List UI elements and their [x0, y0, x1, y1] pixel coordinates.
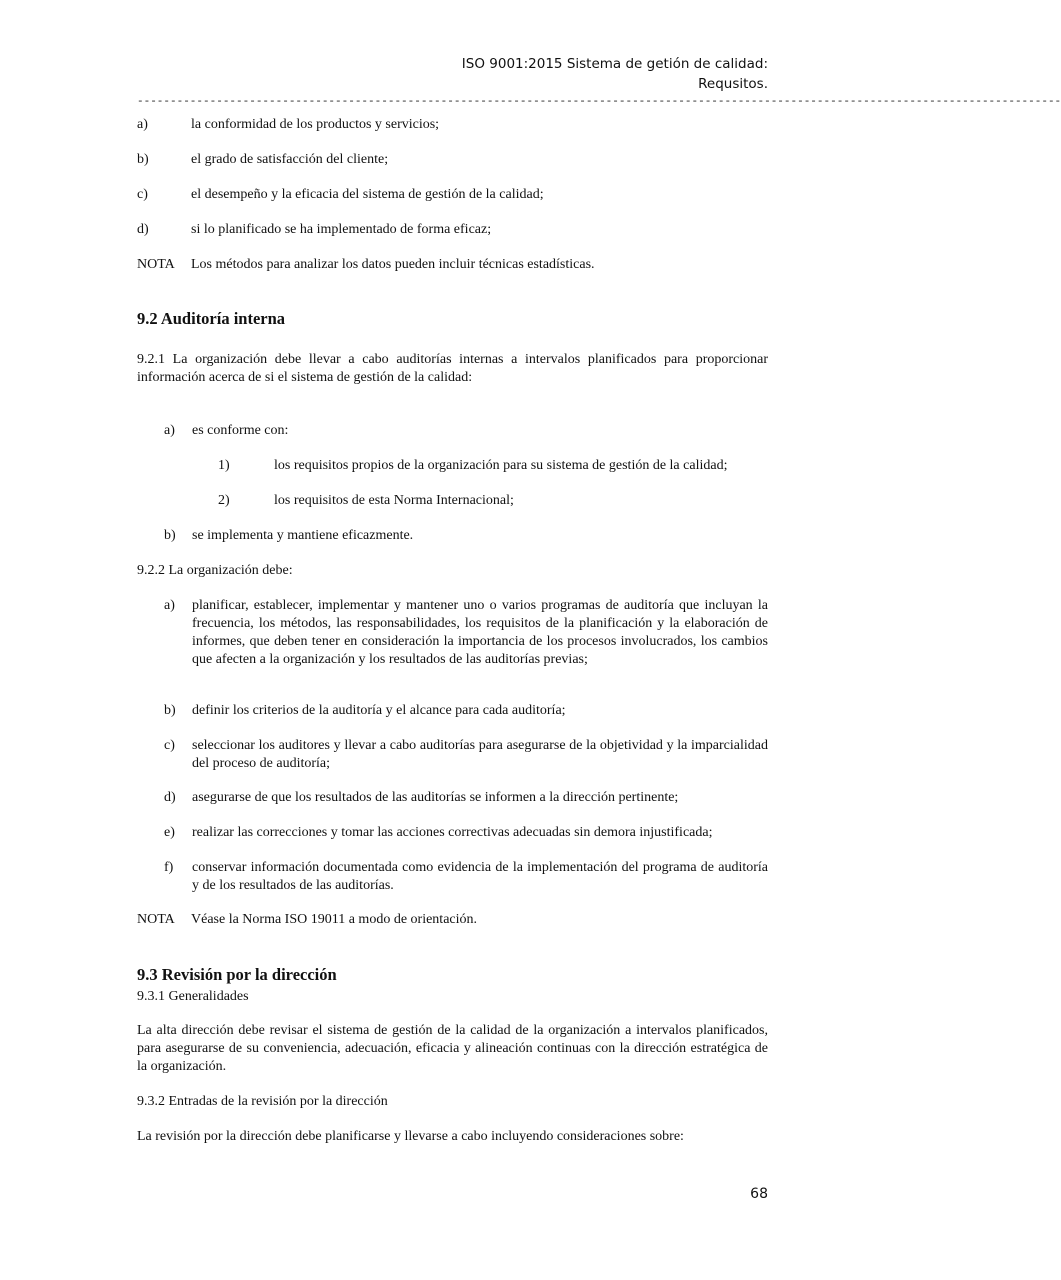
list-item-text: la conformidad de los productos y servicios;	[191, 117, 440, 132]
list-item-label: d)	[164, 790, 176, 805]
subheading-9-3-2: 9.3.2 Entradas de la revisión por la dirección	[137, 1094, 388, 1109]
running-header-subtitle: Requsitos.	[698, 76, 768, 92]
sublist-item-text: los requisitos de esta Norma Internacional;	[274, 493, 514, 508]
section-heading-9-3: 9.3 Revisión por la dirección	[137, 965, 337, 984]
list-item-label: f)	[164, 860, 174, 875]
paragraph-9-2-1: 9.2.1 La organización debe llevar a cabo auditorías internas a intervalos planificados para proporcionar información acerca de si el sistema de gestión de la calidad:	[137, 352, 768, 385]
list-item-label: a)	[137, 117, 148, 132]
list-item-text: el desempeño y la eficacia del sistema de gestión de la calidad;	[191, 187, 544, 202]
list-item-label: b)	[164, 703, 176, 718]
list-item-text: conservar información documentada como evidencia de la implementación del programa de auditoría y de los resultados de las auditorías.	[192, 860, 768, 893]
note-text: Los métodos para analizar los datos pueden incluir técnicas estadísticas.	[191, 257, 595, 272]
note-label: NOTA	[137, 257, 175, 272]
paragraph-9-3-1: La alta dirección debe revisar el sistema de gestión de la calidad de la organización a intervalos planificados, para asegurarse de su conveniencia, adecuación, eficacia y alineación continuas con la dirección estratégica de la organización.	[137, 1023, 768, 1074]
list-item-text: es conforme con:	[192, 423, 289, 438]
subheading-9-3-1: 9.3.1 Generalidades	[137, 989, 249, 1004]
list-item-text: planificar, establecer, implementar y mantener uno o varios programas de auditoría que incluyan la frecuencia, los métodos, las responsabilidades, los requisitos de la planificación y la elaboración de informes, que deben tener en consideración la importancia de los procesos involucrados, los cambios que afecten a la organización y los resultados de las auditorías previas;	[192, 598, 768, 667]
running-header-title: ISO 9001:2015 Sistema de getión de calidad:	[461, 56, 768, 72]
header-separator: --------------------------------------------------------------------------------------------------------------------------------------------	[137, 96, 1061, 108]
list-item-label: c)	[164, 738, 175, 753]
list-item-label: b)	[164, 528, 176, 543]
list-item-text: realizar las correcciones y tomar las acciones correctivas adecuadas sin demora injustificada;	[192, 825, 713, 840]
section-heading-9-2: 9.2 Auditoría interna	[137, 309, 286, 328]
list-item-text: asegurarse de que los resultados de las auditorías se informen a la dirección pertinente;	[192, 790, 679, 805]
paragraph-9-3-2: La revisión por la dirección debe planificarse y llevarse a cabo incluyendo consideraciones sobre:	[137, 1129, 684, 1144]
list-item-label: a)	[164, 598, 175, 613]
list-item-text: definir los criterios de la auditoría y el alcance para cada auditoría;	[192, 703, 566, 718]
page-number: 68	[750, 1186, 768, 1202]
sublist-item-label: 1)	[218, 458, 230, 473]
note-label: NOTA	[137, 912, 175, 927]
sublist-item-label: 2)	[218, 493, 230, 508]
list-item-label: e)	[164, 825, 175, 840]
note-text: Véase la Norma ISO 19011 a modo de orientación.	[191, 912, 478, 927]
sublist-item-text: los requisitos propios de la organización para su sistema de gestión de la calidad;	[274, 458, 728, 473]
paragraph-9-2-2: 9.2.2 La organización debe:	[137, 563, 293, 578]
list-item-text: el grado de satisfacción del cliente;	[191, 152, 389, 167]
list-item-text: seleccionar los auditores y llevar a cabo auditorías para asegurarse de la objetividad y la imparcialidad del proceso de auditoría;	[192, 738, 768, 771]
list-item-label: c)	[137, 187, 148, 202]
list-item-label: a)	[164, 423, 175, 438]
list-item-text: si lo planificado se ha implementado de forma eficaz;	[191, 222, 492, 237]
list-item-label: b)	[137, 152, 149, 167]
list-item-label: d)	[137, 222, 149, 237]
list-item-text: se implementa y mantiene eficazmente.	[192, 528, 414, 543]
